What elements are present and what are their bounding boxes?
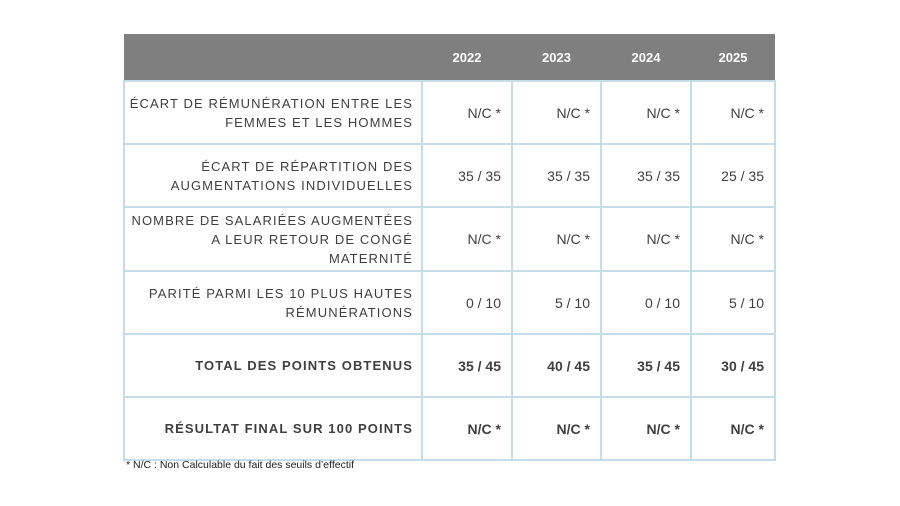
row-label-line: NOMBRE DE SALARIÉES AUGMENTÉES — [131, 212, 413, 228]
table-cell: 5 / 10 — [691, 271, 775, 334]
table-cell: N/C * — [601, 207, 691, 271]
table-cell: 25 / 35 — [691, 144, 775, 207]
table-cell: 5 / 10 — [512, 271, 601, 334]
row-label-line: RÉMUNÉRATIONS — [285, 304, 413, 320]
row-label — [124, 144, 422, 207]
table-cell: N/C * — [691, 207, 775, 271]
row-label-line: TOTAL DES POINTS OBTENUS — [195, 358, 413, 373]
table-cell: N/C * — [422, 207, 512, 271]
row-label-line: RÉSULTAT FINAL SUR 100 POINTS — [164, 421, 413, 436]
table-cell: N/C * — [601, 81, 691, 144]
header-corner — [124, 34, 422, 81]
row-label-line: FEMMES ET LES HOMMES — [225, 114, 413, 130]
row-label-line: AUGMENTATIONS INDIVIDUELLES — [170, 177, 413, 193]
table-row — [124, 81, 775, 144]
footnote: * N/C : Non Calculable du fait des seuils d’effectif — [126, 459, 355, 471]
year-header: 2025 — [691, 34, 775, 81]
table-row — [124, 144, 775, 207]
table-cell: 35 / 35 — [422, 144, 512, 207]
table-cell: N/C * — [422, 397, 512, 460]
results-table — [123, 34, 776, 461]
table-row — [124, 334, 775, 397]
table-cell: 0 / 10 — [601, 271, 691, 334]
table-cell: N/C * — [422, 81, 512, 144]
table-cell: N/C * — [512, 207, 601, 271]
table-row — [124, 207, 775, 271]
row-label — [124, 81, 422, 144]
table-cell: N/C * — [601, 397, 691, 460]
row-label — [124, 271, 422, 334]
year-header: 2022 — [422, 34, 512, 81]
table-cell: 35 / 35 — [512, 144, 601, 207]
table-cell: 0 / 10 — [422, 271, 512, 334]
header-row — [124, 34, 775, 81]
table-row — [124, 397, 775, 460]
row-label-line: A LEUR RETOUR DE CONGÉ — [211, 231, 413, 247]
year-header: 2023 — [512, 34, 601, 81]
table-cell: 40 / 45 — [512, 334, 601, 397]
table-row — [124, 271, 775, 334]
table-cell: N/C * — [691, 397, 775, 460]
table-cell: N/C * — [512, 397, 601, 460]
table-cell: N/C * — [512, 81, 601, 144]
table-cell: N/C * — [691, 81, 775, 144]
row-label-line: ÉCART DE RÉPARTITION DES — [201, 158, 413, 174]
row-label-line: ÉCART DE RÉMUNÉRATION ENTRE LES — [129, 95, 413, 111]
row-label-line: PARITÉ PARMI LES 10 PLUS HAUTES — [148, 285, 413, 301]
table-cell: 30 / 45 — [691, 334, 775, 397]
table-cell: 35 / 35 — [601, 144, 691, 207]
year-header: 2024 — [601, 34, 691, 81]
table-cell: 35 / 45 — [422, 334, 512, 397]
row-label — [124, 207, 422, 271]
row-label-line: MATERNITÉ — [328, 250, 413, 266]
row-label — [124, 334, 422, 397]
table-cell: 35 / 45 — [601, 334, 691, 397]
row-label — [124, 397, 422, 460]
